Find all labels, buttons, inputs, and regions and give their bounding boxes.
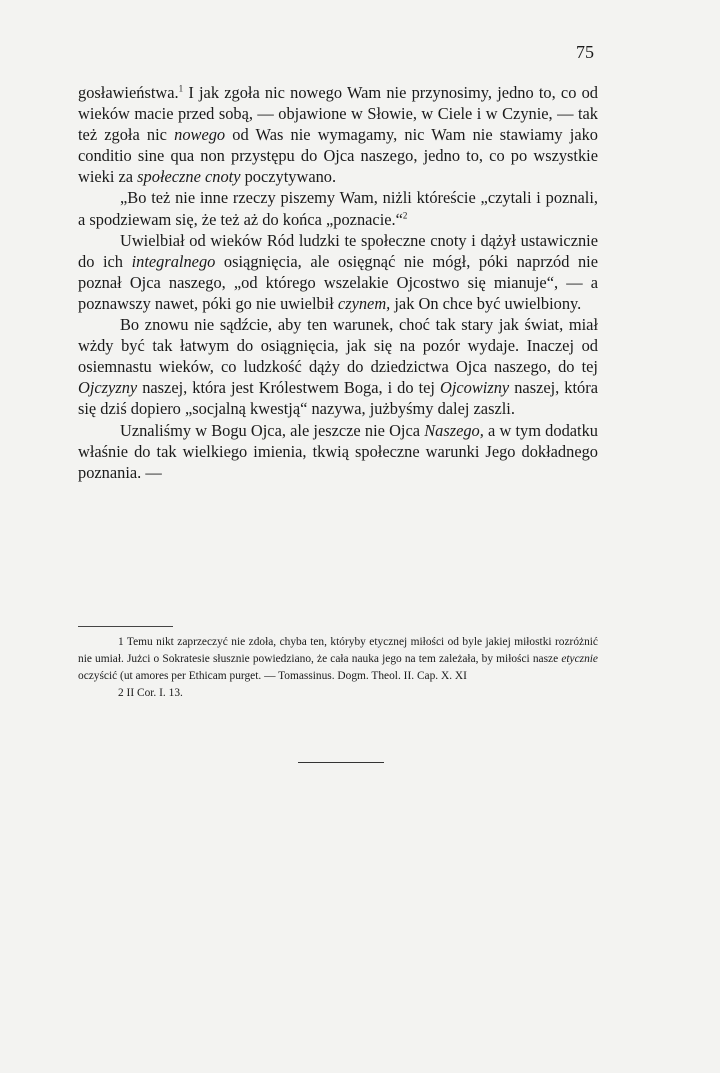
footnotes <box>78 634 598 702</box>
text-run: Uwielbiał od wieków Ród ludzki te społeczne cnoty i dążył ustawicznie do ich <box>78 230 598 271</box>
paragraph-5 <box>78 420 598 483</box>
end-rule <box>298 762 384 763</box>
italic-run: Naszego, <box>424 420 484 440</box>
italic-run: czynem, <box>337 293 391 313</box>
text-run: Uznaliśmy w Bogu Ojca, ale jeszcze nie Ojca <box>120 420 425 440</box>
text-run: poczytywano. <box>240 167 337 187</box>
text-run: a w tym dodatku właśnie do tak wielkiego imienia, tkwią społeczne warunki Jego dokładnego poznania. — <box>78 420 598 482</box>
text-run: I jak zgoła nic nowego Wam nie przynosimy, jedno to, co od wieków macie przed sobą, — objawione w Słowie, w Ciele i w Czynie, — tak też zgoła nic <box>78 83 598 145</box>
text-run: od Was nie wymagamy, nic Wam nie stawiamy jako conditio sine qua non przystępu do Ojca naszego, jedno to, co po wszystkie wieki za <box>78 125 598 187</box>
italic-run: etycznie <box>561 653 598 665</box>
paragraph-3 <box>78 230 598 314</box>
text-run: jak On chce być uwielbiony. <box>390 293 582 313</box>
text-run: 2 II Cor. I. 13. <box>118 687 183 699</box>
paragraph-2 <box>78 187 598 229</box>
italic-run: nowego <box>174 125 226 145</box>
footnote-separator <box>78 626 173 627</box>
page-number: 75 <box>576 42 594 62</box>
text-run: 1 Temu nikt zaprzeczyć nie zdoła, chyba ten, któryby etycznej miłości od byle jakiej miłostki rozróżnić nie umiał. Jużci o Sokratesie słusznie powiedziano, że cała nauka jego na tem zależała, by miłości nasze <box>78 636 598 665</box>
italic-run: Ojcowizny <box>440 378 510 398</box>
text-run: „Bo też nie inne rzeczy piszemy Wam, niżli któreście „czytali i poznali, a spodziewam się, że też aż do końca „poznacie.“ <box>78 188 598 229</box>
footnote-1 <box>78 634 598 685</box>
text-run: oczyścić (ut amores per Ethicam purget. — Tomassinus. Dogm. Theol. II. Cap. X. XI <box>78 670 467 682</box>
footnote-2 <box>78 685 598 702</box>
text-run: naszej, która się dziś dopiero „socjalną kwestją“ nazywa, jużbyśmy dalej zaszli. <box>78 378 598 419</box>
paragraph-1 <box>78 82 598 187</box>
paragraph-4 <box>78 314 598 419</box>
text-run: osiągnięcia, ale osięgnąć nie mógł, póki naprzód nie poznał Ojca naszego, „od którego wszelakie Ojcostwo się mianuje“, — a poznawszy nawet, póki go nie uwielbił <box>78 251 598 313</box>
italic-run: Ojczyzny <box>78 378 138 398</box>
footnote-ref: 1 <box>178 83 184 94</box>
text-run: Bo znowu nie sądźcie, aby ten warunek, choć tak stary jak świat, miał wżdy być tak łatwym do osiągnięcia, jak się na pozór wydaje. Inaczej od osiemnastu wieków, co ludzkość dąży do dziedzictwa Ojca naszego, do tej <box>78 315 598 377</box>
main-text <box>78 82 598 483</box>
italic-run: społeczne cnoty <box>137 167 241 187</box>
italic-run: integralnego <box>131 251 216 271</box>
footnote-ref: 2 <box>402 210 408 221</box>
text-run: naszej, która jest Królestwem Boga, i do tej <box>137 378 440 398</box>
text-run: gosławieństwa. <box>78 83 179 102</box>
